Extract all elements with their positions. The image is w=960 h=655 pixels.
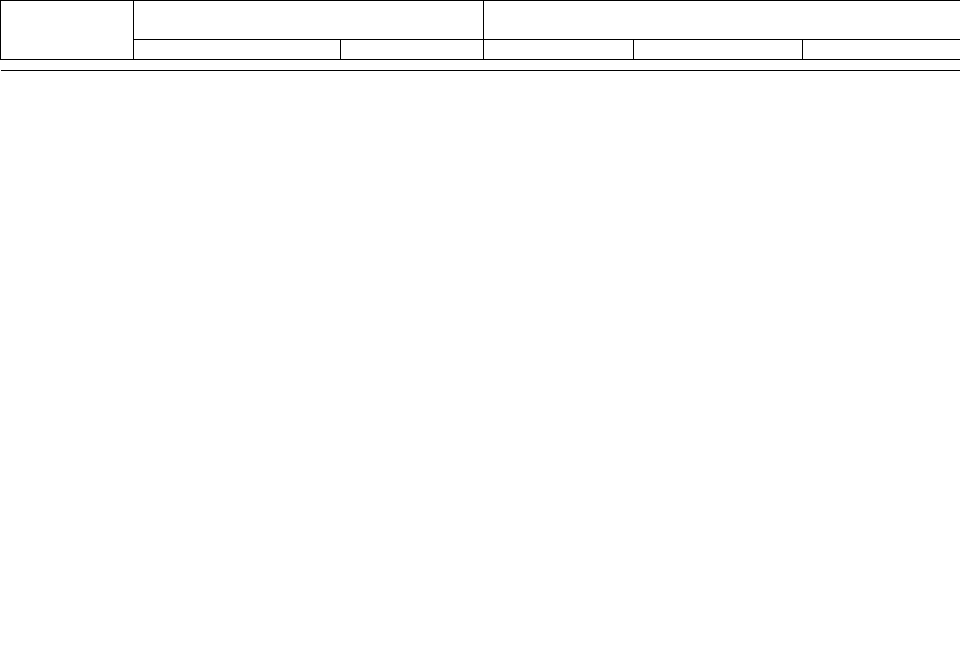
column-header-lesson bbox=[1, 1, 134, 60]
grade-header bbox=[341, 40, 484, 60]
column-header-advanced bbox=[484, 1, 960, 40]
column-header-basic bbox=[134, 1, 484, 40]
grade-header bbox=[134, 40, 341, 60]
requirements-table bbox=[0, 0, 960, 71]
section-title bbox=[1, 60, 960, 71]
grade-header bbox=[803, 40, 960, 60]
grade-header bbox=[634, 40, 803, 60]
grade-header bbox=[484, 40, 634, 60]
